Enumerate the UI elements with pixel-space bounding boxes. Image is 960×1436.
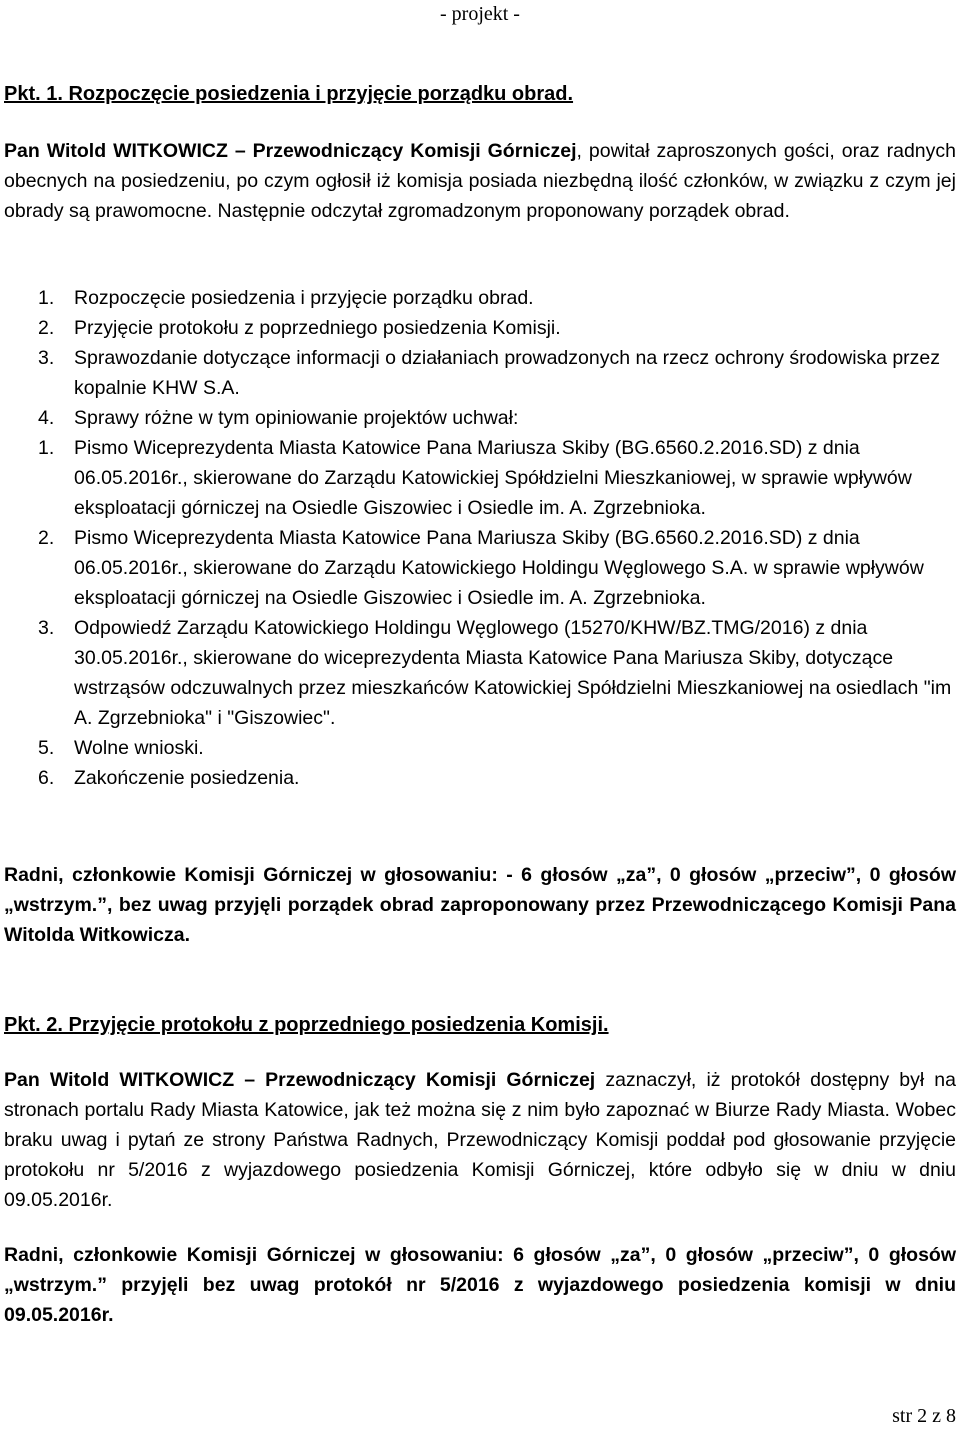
agenda-item <box>38 283 956 313</box>
agenda-item-number: 4. <box>38 407 55 429</box>
agenda-item-text: Przyjęcie protokołu z poprzedniego posiedzenia Komisji. <box>74 317 561 339</box>
agenda-item-number: 5. <box>38 737 55 759</box>
pkt2-body-text: zaznaczył, iż protokół dostępny był na stronach portalu Rady Miasta Katowice, jak też można się z nim było zapoznać w Biurze Rady Miasta. Wobec braku uwag i pytań ze strony Państwa Radnych, Przewodniczący Komisji poddał pod głosowanie przyjęcie protokołu nr 5/2016 z wyjazdowego posiedzenia Komisji Górniczej, które odbyło się w dniu w dniu 09.05.2016r. <box>4 1069 956 1211</box>
section-heading-pkt2: Pkt. 2. Przyjęcie protokołu z poprzedniego posiedzenia Komisji. <box>4 1014 609 1036</box>
agenda-item-text: Wolne wnioski. <box>74 737 204 759</box>
agenda-item <box>38 313 956 343</box>
agenda-item-number: 6. <box>38 767 55 789</box>
agenda-item-text: Sprawy różne w tym opiniowanie projektów uchwał: <box>74 407 519 429</box>
page-number: str 2 z 8 <box>892 1405 956 1427</box>
pkt2-body-paragraph <box>4 1065 956 1215</box>
agenda-subitem-number: 1. <box>38 437 55 459</box>
section-heading-pkt1: Pkt. 1. Rozpoczęcie posiedzenia i przyjęcie porządku obrad. <box>4 83 574 105</box>
agenda-list <box>38 283 956 793</box>
pkt1-intro-text: , powitał zaproszonych gości, oraz radnych obecnych na posiedzeniu, po czym ogłosił iż komisja posiada niezbędną ilość członków, w związku z czym jej obrady są prawomocne. Następnie odczytał zgromadzonym proponowany porządek obrad. <box>4 140 956 222</box>
agenda-subitem <box>38 523 956 613</box>
chair-name: Pan Witold WITKOWICZ – Przewodniczący Komisji Górniczej <box>4 1069 596 1091</box>
pkt1-intro-paragraph <box>4 136 956 226</box>
pkt1-vote-result: Radni, członkowie Komisji Górniczej w głosowaniu: - 6 głosów „za”, 0 głosów „przeciw”, 0 głosów „wstrzym.”, bez uwag przyjęli porządek obrad zaproponowany przez Przewodniczącego Komisji Pana Witolda Witkowicza. <box>4 864 956 946</box>
agenda-subitem-number: 3. <box>38 617 55 639</box>
agenda-item-text: Rozpoczęcie posiedzenia i przyjęcie porządku obrad. <box>74 287 534 309</box>
agenda-subitem-number: 2. <box>38 527 55 549</box>
agenda-item-number: 3. <box>38 347 55 369</box>
agenda-item <box>38 733 956 763</box>
agenda-item <box>38 343 956 403</box>
agenda-subitem <box>38 433 956 523</box>
chair-name: Pan Witold WITKOWICZ – Przewodniczący Komisji Górniczej <box>4 140 577 162</box>
agenda-item <box>38 403 956 433</box>
agenda-item-number: 2. <box>38 317 55 339</box>
agenda-item-text: Zakończenie posiedzenia. <box>74 767 300 789</box>
draft-label: - projekt - <box>440 3 520 25</box>
agenda-subitem <box>38 613 956 733</box>
agenda-item-text: Sprawozdanie dotyczące informacji o działaniach prowadzonych na rzecz ochrony środowiska przez kopalnie KHW S.A. <box>74 347 941 399</box>
agenda-subitem-text: Odpowiedź Zarządu Katowickiego Holdingu Węglowego (15270/KHW/BZ.TMG/2016) z dnia 30.05.2016r., skierowane do wiceprezydenta Miasta Katowice Pana Mariusza Skiby, dotyczące wstrząsów odczuwalnych przez mieszkańców Katowickiej Spółdzielni Mieszkaniowej na osiedlach "im A. Zgrzebnioka" i "Giszowiec". <box>74 617 952 729</box>
agenda-subitem-text: Pismo Wiceprezydenta Miasta Katowice Pana Mariusza Skiby (BG.6560.2.2016.SD) z dnia 06.05.2016r., skierowane do Zarządu Katowickiego Holdingu Węglowego S.A. w sprawie wpływów eksploatacji górniczej na Osiedle Giszowiec i Osiedle im. A. Zgrzebnioka. <box>74 527 924 609</box>
agenda-item <box>38 763 956 793</box>
pkt2-vote-result: Radni, członkowie Komisji Górniczej w głosowaniu: 6 głosów „za”, 0 głosów „przeciw”, 0 głosów „wstrzym.” przyjęli bez uwag protokół nr 5/2016 z wyjazdowego posiedzenia komisji w dniu 09.05.2016r. <box>4 1244 956 1326</box>
agenda-item-number: 1. <box>38 287 55 309</box>
agenda-subitem-text: Pismo Wiceprezydenta Miasta Katowice Pana Mariusza Skiby (BG.6560.2.2016.SD) z dnia 06.05.2016r., skierowane do Zarządu Katowickiej Spółdzielni Mieszkaniowej, w sprawie wpływów eksploatacji górniczej na Osiedle Giszowiec i Osiedle im. A. Zgrzebnioka. <box>74 437 912 519</box>
